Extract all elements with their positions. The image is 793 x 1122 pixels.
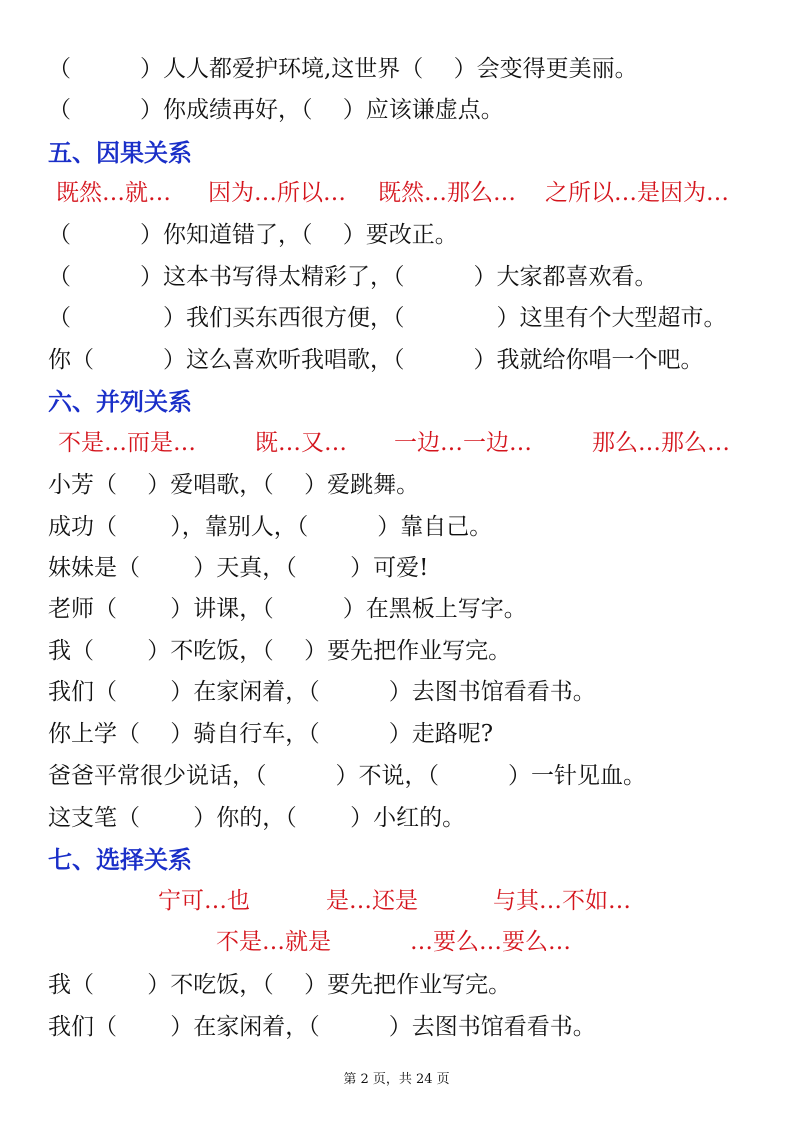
text-line: 爸爸平常很少说话，（ ）不说，（ ）一针见血。 — [48, 763, 646, 789]
connective-word: 之所以…是因为… — [545, 180, 729, 206]
text-line: （ ）这本书写得太精彩了，（ ）大家都喜欢看。 — [48, 264, 658, 290]
connective-word: 不是…而是… — [58, 430, 196, 456]
text-line: 你（ ）这么喜欢听我唱歌，（ ）我就给你唱一个吧。 — [48, 347, 704, 373]
connective-word: 不是…就是 — [216, 929, 331, 955]
section-heading-parallel: 六、并列关系 — [48, 387, 192, 416]
text-line: 我们（ ）在家闲着，（ ）去图书馆看看书。 — [48, 679, 596, 705]
connective-word: 既然…那么… — [378, 180, 516, 206]
connective-word: 宁可…也 — [158, 888, 250, 914]
connective-word: 既…又… — [255, 430, 347, 456]
text-line: 我（ ）不吃饭，（ ）要先把作业写完。 — [48, 972, 512, 998]
text-line: 老师（ ）讲课，（ ）在黑板上写字。 — [48, 596, 527, 622]
text-line: 小芳（ ）爱唱歌，（ ）爱跳舞。 — [48, 472, 420, 498]
text-line: 我（ ）不吃饭，（ ）要先把作业写完。 — [48, 638, 512, 664]
connective-word: 既然…就… — [56, 180, 171, 206]
connective-row — [48, 927, 748, 957]
text-line: 我们（ ）在家闲着，（ ）去图书馆看看书。 — [48, 1014, 596, 1040]
connective-word: 那么…那么… — [592, 430, 730, 456]
connective-row — [48, 428, 748, 458]
section-heading-cause-effect: 五、因果关系 — [48, 138, 192, 167]
text-line: （ ）我们买东西很方便，（ ）这里有个大型超市。 — [48, 305, 727, 331]
connective-word: 一边…一边… — [394, 430, 532, 456]
text-line: （ ）你知道错了，（ ）要改正。 — [48, 222, 458, 248]
page-footer: 第 2 页，共 24 页 — [343, 1072, 450, 1087]
text-line: （ ）人人都爱护环境,这世界（ ）会变得更美丽。 — [48, 56, 638, 82]
text-line: （ ）你成绩再好，（ ）应该谦虚点。 — [48, 97, 504, 123]
section-heading-choice: 七、选择关系 — [48, 845, 192, 874]
connective-word: 因为…所以… — [208, 180, 346, 206]
text-line: 成功（ ），靠别人，（ ）靠自己。 — [48, 514, 493, 540]
connective-word: 是…还是 — [326, 888, 418, 914]
text-line: 妹妹是（ ）天真，（ ）可爱! — [48, 555, 429, 581]
text-line: 你上学（ ）骑自行车，（ ）走路呢? — [48, 721, 494, 747]
connective-word: …要么…要么… — [410, 929, 571, 955]
text-line: 这支笔（ ）你的，（ ）小红的。 — [48, 805, 466, 831]
connective-word: 与其…不如… — [493, 888, 631, 914]
connective-row — [48, 886, 748, 916]
connective-row — [48, 178, 748, 208]
